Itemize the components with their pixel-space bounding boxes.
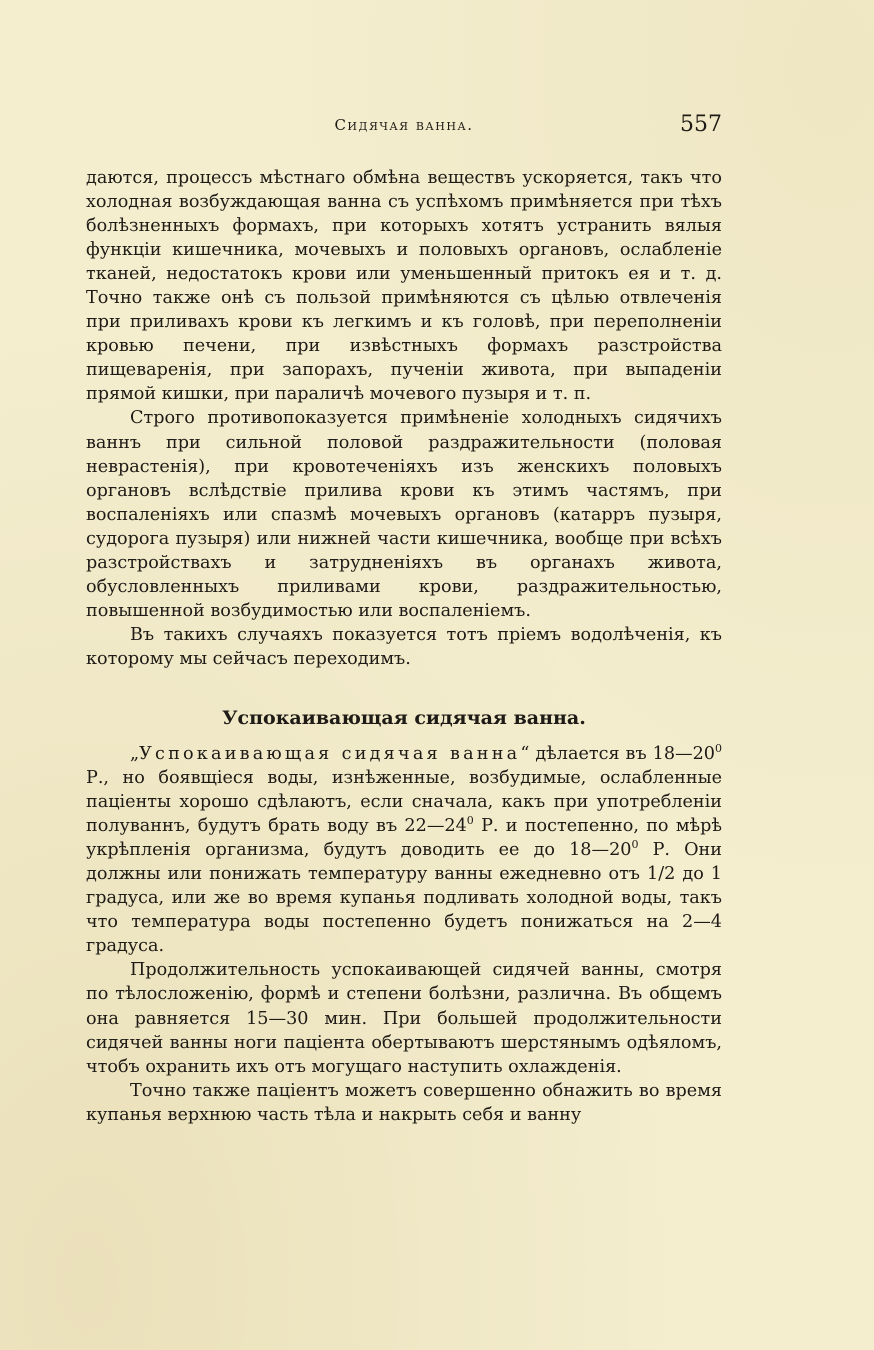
open-quote: „ (130, 743, 140, 764)
text-segment: дѣлается въ 18—20 (529, 743, 715, 764)
running-title: Сидячая ванна. (334, 116, 474, 134)
text-block (86, 166, 722, 1127)
degree-mark: 0 (715, 742, 722, 756)
text-segment: до 1 градуса, или же во время купанья подливать холодной воды, такъ что температура воды постепенно будетъ понижаться на 2—4 градуса. (86, 864, 722, 957)
paragraph-transition: Въ такихъ случаяхъ показуется тотъ пріемъ водолѣченія, къ которому мы сейчасъ переходимъ. (86, 624, 722, 669)
paragraph-contraindications: Строго противопоказуется примѣненіе холодныхъ сидячихъ ваннъ при сильной половой раздражительности (половая неврастенія), при кровотеченіяхъ изъ женскихъ половыхъ органовъ вслѣдствіе прилива крови къ этимъ частямъ, при воспаленіяхъ или спазмѣ мочевыхъ органовъ (катарръ пузыря, судорога пузыря) или нижней части кишечника, вообще при всѣхъ разстройствахъ и затрудненіяхъ въ органахъ живота, обусловленныхъ приливами крови, раздражительностью, повышенной возбудимостью или воспаленіемъ. (86, 408, 722, 621)
running-head (86, 112, 722, 140)
bath-term: Успокаивающая сидячая ванна (139, 743, 521, 764)
paragraph-covering: Точно также паціентъ можетъ совершенно обнажить во время купанья верхнюю часть тѣла и накрыть себя и ванну (86, 1080, 722, 1125)
text-segment: Р. и постепенно, по мѣрѣ укрѣпленія организма, будутъ доводить ее до 18—20 (86, 816, 722, 861)
paragraph-continued: даются, процессъ мѣстнаго обмѣна веществъ ускоряется, такъ что холодная возбуждающая ванна съ успѣхомъ примѣняется при тѣхъ болѣзненныхъ формахъ, при которыхъ хотятъ устранить вялыя функціи кишечника, мочевыхъ и половыхъ органовъ, ослабленіе тканей, недостатокъ крови или уменьшенный притокъ ея и т. д. Точно также онѣ съ пользой примѣняются съ цѣлью отвлеченія при приливахъ крови къ легкимъ и къ головѣ, при переполненіи кровью печени, при извѣстныхъ формахъ разстройства пищеваренія, при запорахъ, пученіи живота, при выпаденіи прямой кишки, при параличѣ мочевого пузыря и т. п. (86, 168, 722, 405)
close-quote: “ (520, 743, 530, 764)
text-segment: Р., но боявщіеся воды, изнѣженные, возбудимые, ослабленные паціенты хорошо сдѣлаютъ, если сначала, какъ при употребленіи полуваннъ, будутъ брать воду въ 22—24 (86, 768, 722, 837)
degree-mark: 0 (466, 814, 474, 828)
page-number: 557 (680, 112, 722, 137)
text-segment: Р. Они должны или понижать температуру ванны ежедневно отъ (86, 840, 722, 885)
fraction: 1/2 (647, 864, 676, 885)
section-heading: Успокаивающая сидячая ванна. (222, 706, 586, 729)
paragraph-calming-bath (86, 742, 722, 958)
degree-mark: 0 (631, 838, 639, 852)
paragraph-duration: Продолжительность успокаивающей сидячей ванны, смотря по тѣлосложенію, формѣ и степени болѣзни, различна. Въ общемъ она равняется 15—30 мин. При большей продолжительности сидячей ванны ноги паціента обертываютъ шерстянымъ одѣяломъ, чтобъ охранить ихъ отъ могущаго наступить охлажденія. (86, 960, 722, 1077)
